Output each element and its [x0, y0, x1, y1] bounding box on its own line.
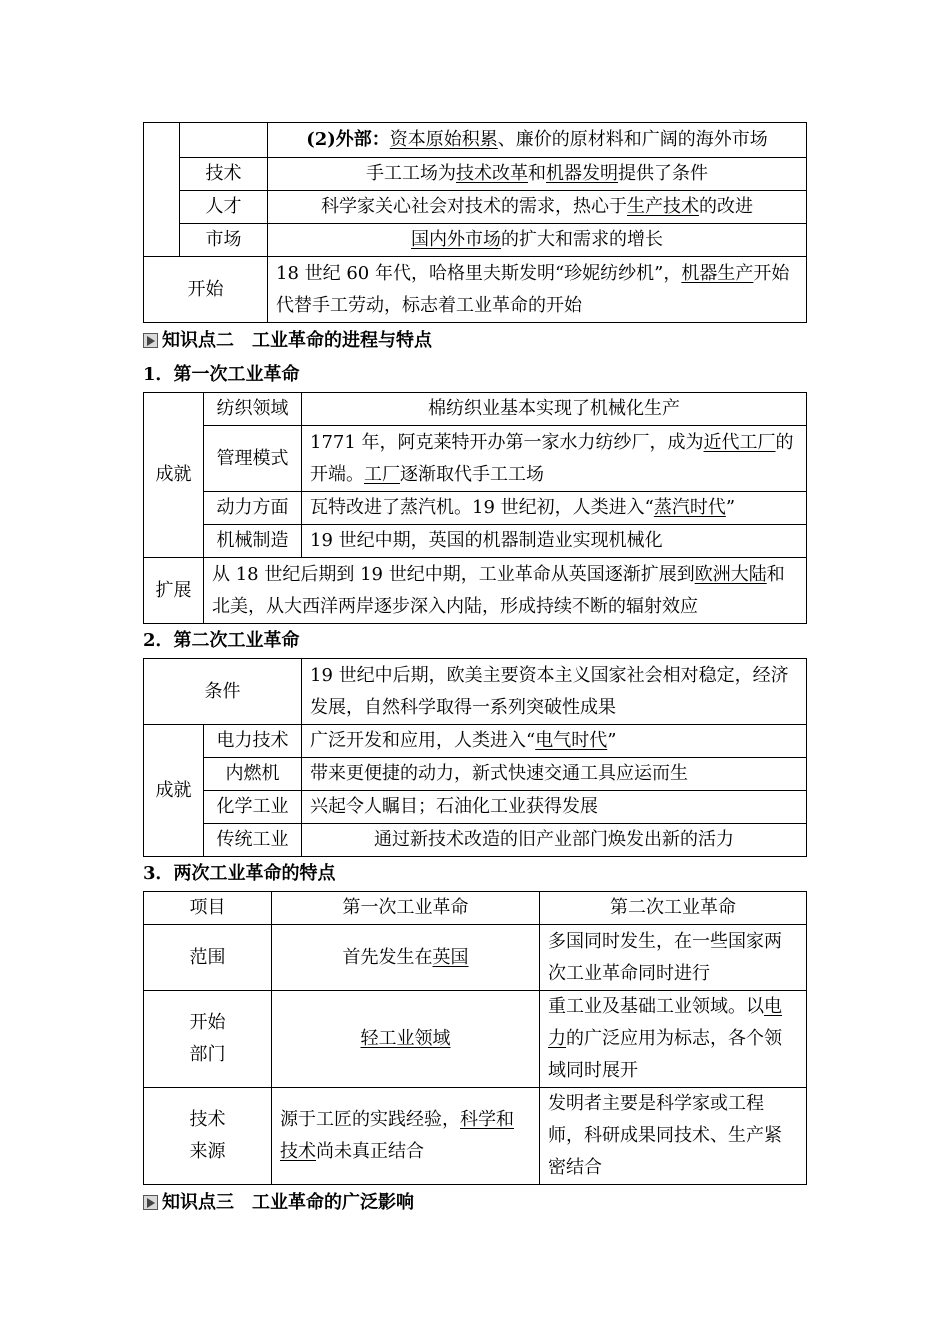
row-label: 电力技术 — [204, 725, 302, 758]
table-row — [144, 725, 807, 758]
row-content: 带来更便捷的动力，新式快速交通工具应运而生 — [302, 758, 807, 791]
row-label: 传统工业 — [204, 824, 302, 857]
row-content: 19 世纪中期，英国的机器制造业实现机械化 — [302, 525, 807, 558]
row-content: 1771 年，阿克莱特开办第一家水力纺纱厂，成为近代工厂的开端。工厂逐渐取代手工工场 — [302, 426, 807, 492]
column-header: 项目 — [144, 892, 272, 925]
row-label: 人才 — [180, 191, 268, 224]
table-row — [144, 925, 807, 991]
table-row — [144, 991, 807, 1088]
row-content: 瓦特改进了蒸汽机。19 世纪初，人类进入“蒸汽时代” — [302, 492, 807, 525]
play-triangle-icon — [143, 333, 158, 348]
blank-cell — [144, 123, 180, 257]
column-header: 第一次工业革命 — [272, 892, 540, 925]
row-content: 19 世纪中后期，欧美主要资本主义国家社会相对稳定，经济发展，自然科学取得一系列突破性成果 — [302, 659, 807, 725]
table-row — [144, 123, 807, 158]
row-label: 条件 — [144, 659, 302, 725]
table-row — [144, 257, 807, 323]
section-heading-3: 知识点三 工业革命的广泛影响 — [143, 1185, 807, 1220]
row-label: 开始 — [144, 257, 268, 323]
table-row — [144, 824, 807, 857]
row-content: 18 世纪 60 年代，哈格里夫斯发明“珍妮纺纱机”，机器生产开始代替手工劳动，标志着工业革命的开始 — [268, 257, 807, 323]
table-row — [144, 158, 807, 191]
row-label: 管理模式 — [204, 426, 302, 492]
row-label: 内燃机 — [204, 758, 302, 791]
table-comparison — [143, 891, 807, 1185]
subheading-comparison: 3．两次工业革命的特点 — [143, 863, 336, 884]
table-row — [144, 393, 807, 426]
table-row — [144, 224, 807, 257]
row-content: 从 18 世纪后期到 19 世纪中期，工业革命从英国逐渐扩展到欧洲大陆和北美，从大西洋两岸逐步深入内陆，形成持续不断的辐射效应 — [204, 558, 807, 624]
table-row — [144, 492, 807, 525]
first-revolution-cell: 源于工匠的实践经验，科学和技术尚未真正结合 — [272, 1088, 540, 1185]
column-header: 第二次工业革命 — [540, 892, 807, 925]
second-revolution-cell: 重工业及基础工业领域。以电力的广泛应用为标志，各个领域同时展开 — [540, 991, 807, 1088]
first-revolution-cell: 轻工业领域 — [272, 991, 540, 1088]
row-content: 科学家关心社会对技术的需求，热心于生产技术的改进 — [268, 191, 807, 224]
table-row — [144, 659, 807, 725]
blank-cell — [180, 123, 268, 158]
table-row — [144, 191, 807, 224]
group-label: 成就 — [144, 393, 204, 558]
row-label: 开始 部门 — [144, 991, 272, 1088]
row-content: 广泛开发和应用，人类进入“电气时代” — [302, 725, 807, 758]
row-content: 棉纺织业基本实现了机械化生产 — [302, 393, 807, 426]
subheading-second-revolution: 2．第二次工业革命 — [143, 630, 300, 651]
document-page — [143, 122, 807, 1220]
table-first-revolution — [143, 392, 807, 624]
row-label: 机械制造 — [204, 525, 302, 558]
first-revolution-cell: 首先发生在英国 — [272, 925, 540, 991]
second-revolution-cell: 发明者主要是科学家或工程师，科研成果同技术、生产紧密结合 — [540, 1088, 807, 1185]
row-content: 国内外市场的扩大和需求的增长 — [268, 224, 807, 257]
row-label: 市场 — [180, 224, 268, 257]
row-content: 通过新技术改造的旧产业部门焕发出新的活力 — [302, 824, 807, 857]
table-row — [144, 426, 807, 492]
row-label: 化学工业 — [204, 791, 302, 824]
second-revolution-cell: 多国同时发生，在一些国家两次工业革命同时进行 — [540, 925, 807, 991]
group-label: 成就 — [144, 725, 204, 857]
table-row — [144, 525, 807, 558]
table-row — [144, 791, 807, 824]
row-label: 技术 — [180, 158, 268, 191]
row-label: 技术 来源 — [144, 1088, 272, 1185]
table-row — [144, 1088, 807, 1185]
row-label: 范围 — [144, 925, 272, 991]
subheading-first-revolution: 1．第一次工业革命 — [143, 364, 300, 385]
row-content: 手工工场为技术改革和机器发明提供了条件 — [268, 158, 807, 191]
table-row — [144, 758, 807, 791]
table-row — [144, 558, 807, 624]
row-label: 扩展 — [144, 558, 204, 624]
row-label: 动力方面 — [204, 492, 302, 525]
external-cause-cell: (2)外部：资本原始积累、廉价的原材料和广阔的海外市场 — [268, 123, 807, 158]
row-content: 兴起令人瞩目；石油化工业获得发展 — [302, 791, 807, 824]
table-header-row — [144, 892, 807, 925]
row-label: 纺织领域 — [204, 393, 302, 426]
play-triangle-icon — [143, 1195, 158, 1210]
section-heading-2: 知识点二 工业革命的进程与特点 — [143, 323, 807, 358]
table-second-revolution — [143, 658, 807, 857]
table-industrial-revolution-causes — [143, 122, 807, 323]
